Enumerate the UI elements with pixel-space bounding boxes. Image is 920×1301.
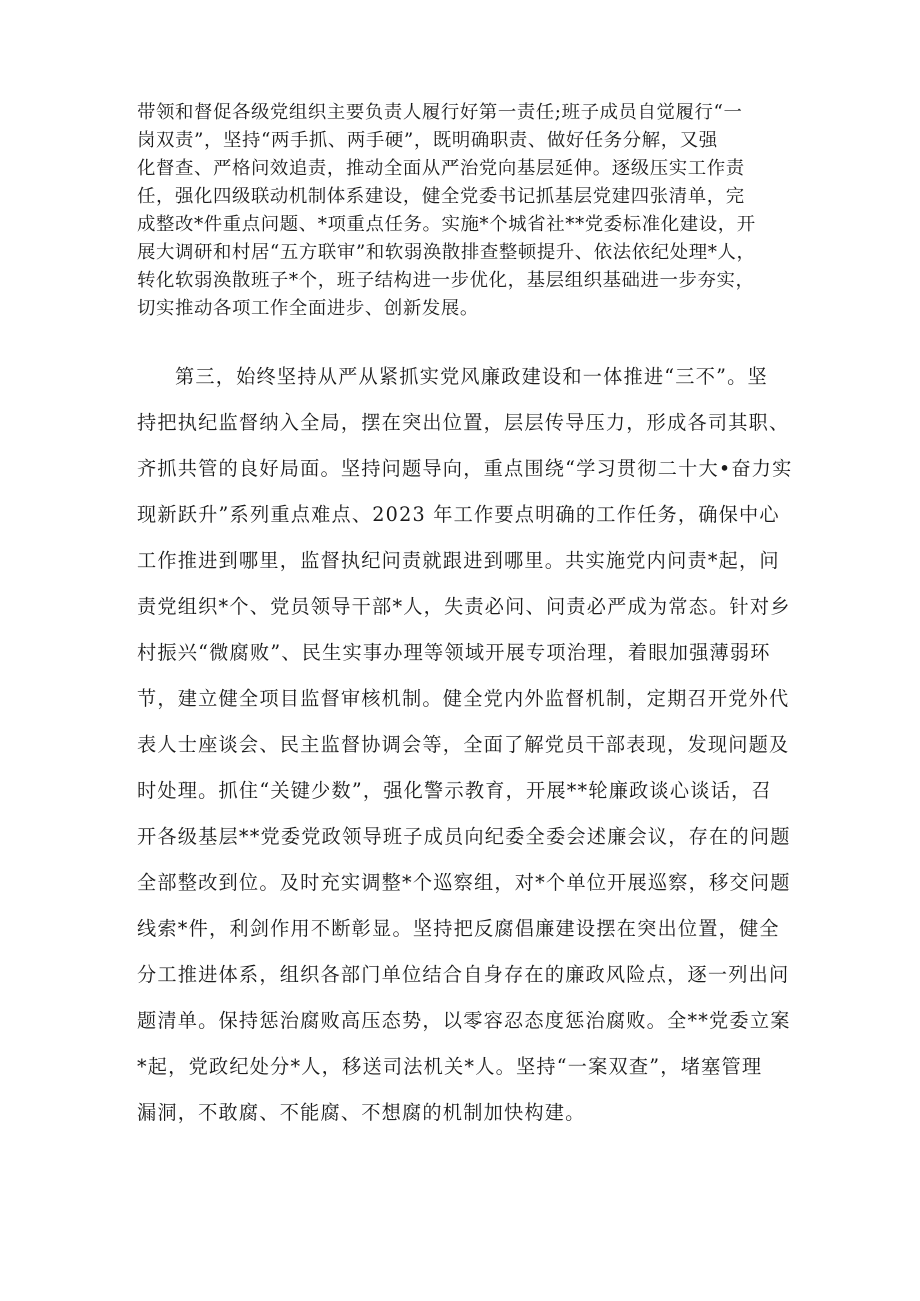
text-line: 岗双责”，坚持“两手抓、两手硬”，既明确职责、做好任务分解，又强: [137, 130, 718, 151]
text-line: 表人士座谈会、民主监督协调会等，全面了解党员干部表现，发现问题及: [137, 733, 790, 756]
text-line: 持把执纪监督纳入全局，摆在突出位置，层层传导压力，形成各司其职、: [137, 411, 790, 434]
text-line: 带领和督促各级党组织主要负责人履行好第一责任;班子成员自觉履行“一: [137, 102, 743, 123]
text-line: 任，强化四级联动机制体系建设，健全党委书记抓基层党建四张清单，完: [137, 186, 745, 207]
text-line: 全部整改到位。及时充实调整*个巡察组，对*个单位开展巡察，移交问题: [137, 871, 791, 894]
text-line: 化督查、严格问效追责，推动全面从严治党向基层延伸。逐级压实工作责: [137, 158, 745, 179]
text-line: 工作推进到哪里，监督执纪问责就跟进到哪里。共实施党内问责*起，问: [137, 549, 780, 572]
text-line: 节，建立健全项目监督审核机制。健全党内外监督机制，定期召开党外代: [137, 687, 790, 710]
text-line: 村振兴“微腐败”、民生实事办理等领域开展专项治理，着眼加强薄弱环: [137, 641, 771, 664]
text-line: 切实推动各项工作全面进步、创新发展。: [137, 298, 479, 319]
text-line: *起，党政纪处分*人，移送司法机关*人。坚持“一案双查”，堵塞管理: [137, 1055, 763, 1078]
text-line: 分工推进体系，组织各部门单位结合自身存在的廉政风险点，逐一列出问: [137, 963, 790, 986]
text-line: 题清单。保持惩治腐败高压态势，以零容忍态度惩治腐败。全**党委立案: [137, 1009, 791, 1032]
text-line: 第三，始终坚持从严从紧抓实党风廉政建设和一体推进“三不”。坚: [175, 365, 768, 388]
text-line: 漏洞，不敢腐、不能腐、不想腐的机制加快构建。: [137, 1101, 586, 1124]
text-line: 开各级基层**党委党政领导班子成员向纪委全委会述廉会议，存在的问题: [137, 825, 791, 848]
text-line: 线索*件，利剑作用不断彰显。坚持把反腐倡廉建设摆在突出位置，健全: [137, 917, 780, 940]
text-line: 展大调研和村居“五方联审”和软弱涣散排查整顿提升、依法依纪处理*人，: [137, 242, 756, 263]
text-line: 现新跃升”系列重点难点、2023 年工作要点明确的工作任务，确保中心: [137, 503, 780, 526]
text-line: 责党组织*个、党员领导干部*人，失责必问、问责必严成为常态。针对乡: [137, 595, 791, 618]
text-line: 齐抓共管的良好局面。坚持问题导向，重点围绕“学习贯彻二十大•奋力实: [137, 457, 793, 480]
text-line: 转化软弱涣散班子*个，班子结构进一步优化，基层组织基础进一步夯实，: [137, 270, 755, 291]
text-line: 成整改*件重点问题、*项重点任务。实施*个城省社**党委标准化建设，开: [137, 214, 756, 235]
text-line: 时处理。抓住“关键少数”，强化警示教育，开展**轮廉政谈心谈话，召: [137, 779, 772, 802]
